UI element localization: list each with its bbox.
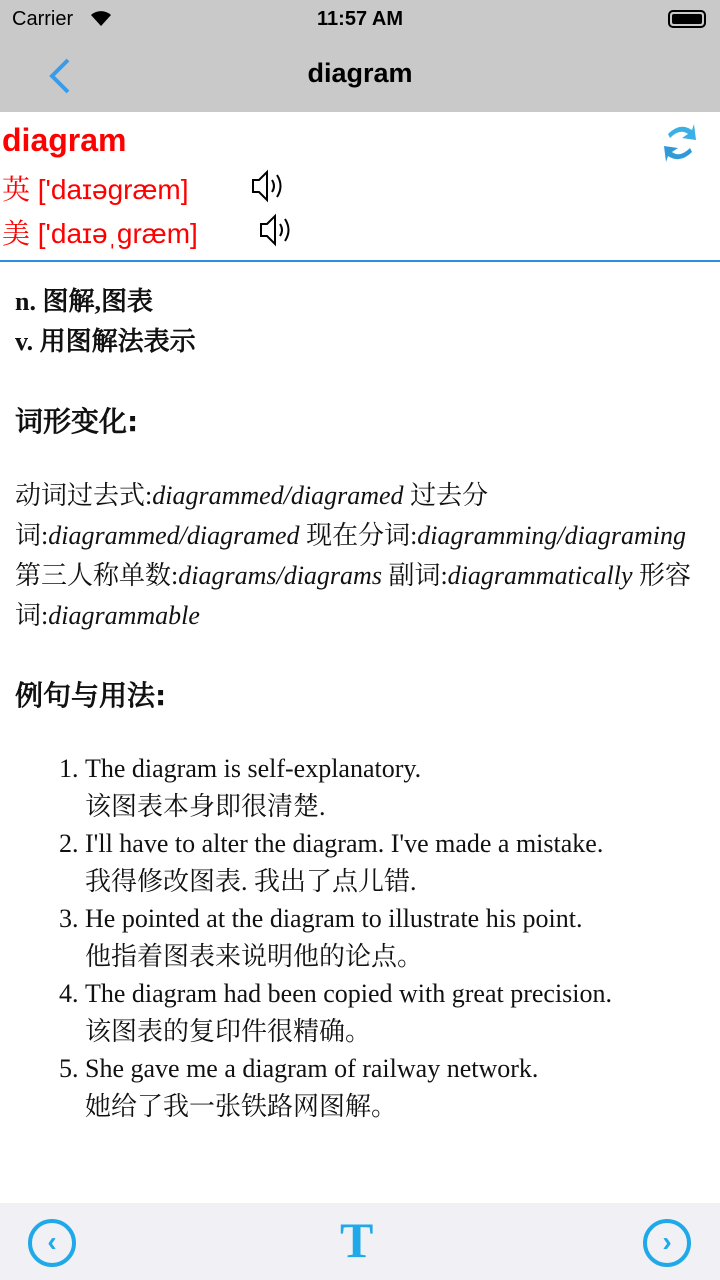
example-item bbox=[85, 975, 705, 1050]
headword: diagram bbox=[2, 122, 127, 158]
form-label: 形容词: bbox=[15, 561, 692, 630]
examples-list bbox=[15, 750, 705, 1125]
battery-icon bbox=[668, 10, 706, 28]
example-item bbox=[85, 825, 705, 900]
uk-phonetic: 英 ['daɪəgræm] bbox=[2, 174, 189, 205]
example-zh: 他指着图表来说明他的论点。 bbox=[85, 941, 424, 971]
definition-noun: n. 图解,图表 bbox=[15, 287, 153, 316]
word-forms bbox=[15, 476, 705, 636]
forms-heading: 词形变化: bbox=[15, 405, 139, 438]
us-speaker-icon[interactable] bbox=[258, 212, 294, 248]
previous-word-button[interactable]: ‹ bbox=[28, 1219, 76, 1267]
example-en: 1. The diagram is self-explanatory. bbox=[85, 754, 422, 783]
refresh-icon[interactable] bbox=[662, 120, 698, 166]
form-value: diagrammable bbox=[48, 601, 200, 630]
next-word-button[interactable]: › bbox=[643, 1219, 691, 1267]
form-label: 副词: bbox=[381, 561, 448, 590]
form-value: diagrams/diagrams bbox=[178, 561, 382, 590]
font-size-button[interactable]: T bbox=[340, 1212, 374, 1268]
definitions bbox=[15, 282, 705, 362]
example-item bbox=[85, 900, 705, 975]
example-en: 5. She gave me a diagram of railway network. bbox=[85, 1054, 539, 1083]
definition-content bbox=[0, 262, 720, 1203]
definition-verb: v. 用图解法表示 bbox=[15, 327, 196, 356]
word-header bbox=[0, 112, 720, 262]
uk-speaker-icon[interactable] bbox=[250, 168, 286, 204]
page-title: diagram bbox=[307, 58, 413, 88]
status-bar bbox=[0, 0, 720, 40]
example-item bbox=[85, 1050, 705, 1125]
example-zh: 她给了我一张铁路网图解。 bbox=[85, 1091, 398, 1121]
form-value: diagramming/diagraming bbox=[417, 521, 686, 550]
form-label: 第三人称单数: bbox=[15, 561, 179, 590]
example-zh: 我得修改图表. 我出了点儿错. bbox=[85, 866, 417, 896]
form-value: diagrammatically bbox=[447, 561, 633, 590]
example-zh: 该图表的复印件很精确。 bbox=[85, 1016, 372, 1046]
example-en: 3. He pointed at the diagram to illustrate his point. bbox=[85, 904, 583, 933]
form-value: diagrammed/diagramed bbox=[48, 521, 300, 550]
examples-heading: 例句与用法: bbox=[15, 679, 167, 712]
form-label: 现在分词: bbox=[299, 521, 418, 550]
form-label: 过去分词: bbox=[15, 481, 489, 550]
navigation-bar bbox=[0, 40, 720, 112]
carrier-label: Carrier bbox=[12, 8, 74, 30]
example-en: 2. I'll have to alter the diagram. I've made a mistake. bbox=[85, 829, 604, 858]
example-item bbox=[85, 750, 705, 825]
example-en: 4. The diagram had been copied with great precision. bbox=[85, 979, 613, 1008]
example-zh: 该图表本身即很清楚. bbox=[85, 791, 326, 821]
bottom-toolbar bbox=[0, 1203, 720, 1280]
clock: 11:57 AM bbox=[317, 8, 403, 30]
us-phonetic: 美 ['daɪəˌgræm] bbox=[2, 218, 198, 249]
form-label: 动词过去式: bbox=[15, 481, 153, 510]
form-value: diagrammed/diagramed bbox=[152, 481, 404, 510]
